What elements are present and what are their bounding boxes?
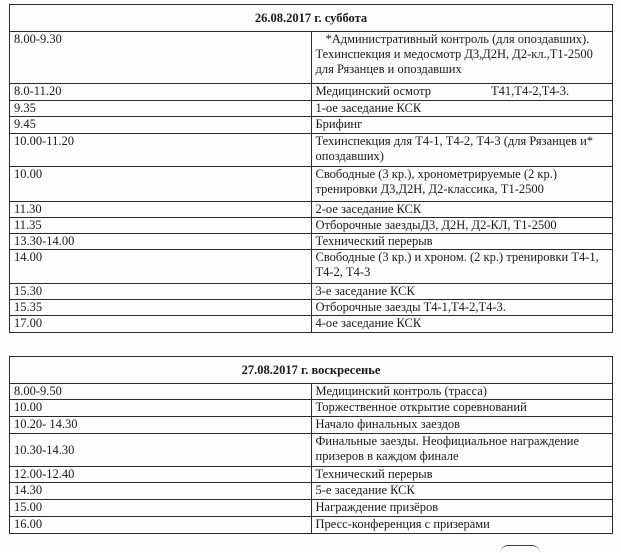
day1-row-time: 8.00-9.30 (10, 32, 312, 84)
day2-row-time: 15.00 (10, 500, 312, 517)
day2-row-event: Пресс-конференция с призерами (311, 517, 613, 534)
day1-row-event: Свободные (3 кр.) и хроном. (2 кр.) тренировки Т4-1, Т4-2, Т4-3 (311, 250, 613, 284)
day2-row-event: Начало финальных заездов (311, 417, 613, 434)
day1-row-event (311, 84, 613, 101)
day1-row-time: 13.30-14.00 (10, 234, 312, 250)
day1-row-time: 11.35 (10, 218, 312, 234)
day2-row-time: 8.00-9.50 (10, 384, 312, 400)
day1-row-event: Отборочные заезды Т4-1,Т4-2,Т4-3. (311, 300, 613, 316)
day2-row-time: 10.30-14.30 (10, 434, 312, 467)
day1-row-event-extra: Т41,Т4-2,Т4-3. (491, 84, 570, 98)
day2-row-time: 14.30 (10, 483, 312, 500)
day1-row-time: 15.35 (10, 300, 312, 316)
day2-row-time: 12.00-12.40 (10, 467, 312, 483)
day1-row-event: 1-ое заседание КСК (311, 101, 613, 117)
day1-row-event: Отборочные заездыД3, Д2Н, Д2-КЛ, Т1-2500 (311, 218, 613, 234)
day2-row-event: Награждение призёров (311, 500, 613, 517)
day1-row-event: Технический перерыв (311, 234, 613, 250)
day1-row-time: 10.00-11.20 (10, 134, 312, 167)
day1-title: 26.08.2017 г. суббота (10, 5, 613, 32)
day1-row-time: 9.35 (10, 101, 312, 117)
day1-row-time: 10.00 (10, 167, 312, 202)
day2-title: 27.08.2017 г. воскресенье (10, 357, 613, 384)
day1-row-event: 3-е заседание КСК (311, 284, 613, 300)
day2-row-event: 5-е заседание КСК (311, 483, 613, 500)
day1-row-event: *Административный контроль (для опоздавших). Техинспекция и медосмотр Д3,Д2Н, Д2-кл.,Т1-2500 для Рязанцев и опоздавших (311, 32, 613, 84)
day2-row-event: Технический перерыв (311, 467, 613, 483)
day1-row-time: 17.00 (10, 316, 312, 333)
day2-row-event: Финальные заезды. Неофициальное награждение призеров в каждом финале (311, 434, 613, 467)
day2-row-time: 10.00 (10, 400, 312, 417)
day2-row-event: Торжественное открытие соревнований (311, 400, 613, 417)
day1-row-time: 9.45 (10, 117, 312, 134)
schedule-day1-table (9, 4, 613, 333)
day2-row-time: 10.20- 14.30 (10, 417, 312, 434)
day1-row-event: Брифинг (311, 117, 613, 134)
day1-row-time: 8.0-11.20 (10, 84, 312, 101)
day1-row-event: Техинспекция для Т4-1, Т4-2, Т4-3 (для Рязанцев и* опоздавших) (311, 134, 613, 167)
day1-row-event: 4-ое заседание КСК (311, 316, 613, 333)
day1-row-event-main: Медицинский осмотр (315, 84, 432, 98)
day1-row-time: 15.30 (10, 284, 312, 300)
day1-row-event: Свободные (3 кр.), хронометрируемые (2 кр.) тренировки Д3,Д2Н, Д2-классика, Т1-2500 (311, 167, 613, 202)
day1-row-time: 14.00 (10, 250, 312, 284)
day2-row-event: Медицинский контроль (трасса) (311, 384, 613, 400)
schedule-day2-table (9, 356, 613, 534)
day1-row-time: 11.30 (10, 202, 312, 218)
day1-row-event: 2-ое заседание КСК (311, 202, 613, 218)
day2-row-time: 16.00 (10, 517, 312, 534)
